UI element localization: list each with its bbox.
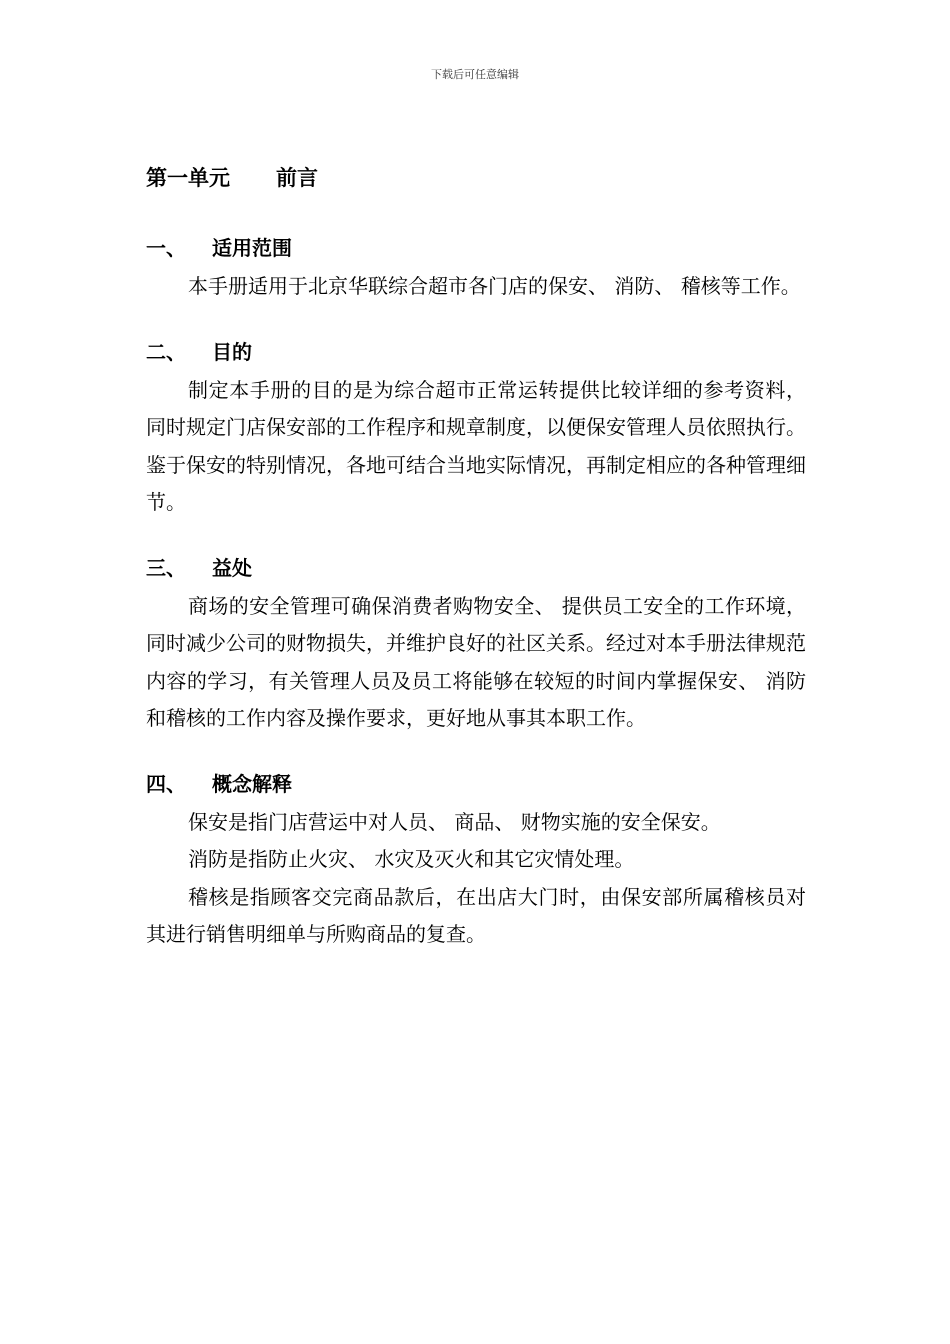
paragraph: 商场的安全管理可确保消费者购物安全、 提供员工安全的工作环境，同时减少公司的财物损失，并维护良好的社区关系。经过对本手册法律规范内容的学习，有关管理人员及员工将能够在较短的时间内掌握保安、 消防和稽核的工作内容及操作要求，更好地从事其本职工作。 xyxy=(146,593,806,730)
section-number: 二、 xyxy=(146,339,186,364)
section-purpose xyxy=(146,336,806,522)
unit-heading: 前言 xyxy=(276,166,318,190)
section-title: 概念解释 xyxy=(212,771,292,796)
paragraph: 稽核是指顾客交完商品款后，在出店大门时，由保安部所属稽核员对其进行销售明细单与所购商品的复查。 xyxy=(146,884,806,946)
paragraph: 消防是指防止火灾、 水灾及灭火和其它灾情处理。 xyxy=(188,847,635,871)
section-number: 四、 xyxy=(146,771,186,796)
section-title: 目的 xyxy=(212,339,252,364)
paragraph: 制定本手册的目的是为综合超市正常运转提供比较详细的参考资料，同时规定门店保安部的工作程序和规章制度，以便保安管理人员依照执行。鉴于保安的特别情况，各地可结合当地实际情况，再制定相应的各种管理细节。 xyxy=(146,377,806,514)
section-title: 益处 xyxy=(212,555,252,580)
section-heading xyxy=(146,552,806,584)
section-definitions xyxy=(146,768,806,954)
section-number: 一、 xyxy=(146,236,186,260)
section-scope xyxy=(146,232,806,306)
section-heading xyxy=(146,768,806,800)
header-note: 下载后可任意编辑 xyxy=(431,68,519,81)
document-body xyxy=(146,162,806,984)
section-number: 三、 xyxy=(146,555,186,580)
paragraph: 保安是指门店营运中对人员、 商品、 财物实施的安全保安。 xyxy=(188,809,721,834)
unit-title xyxy=(146,162,806,194)
section-title: 适用范围 xyxy=(212,236,292,260)
unit-label: 第一单元 xyxy=(146,166,230,190)
section-heading xyxy=(146,232,806,264)
paragraph: 本手册适用于北京华联综合超市各门店的保安、 消防、 稽核等工作。 xyxy=(188,274,801,298)
section-benefits xyxy=(146,552,806,738)
section-heading xyxy=(146,336,806,368)
